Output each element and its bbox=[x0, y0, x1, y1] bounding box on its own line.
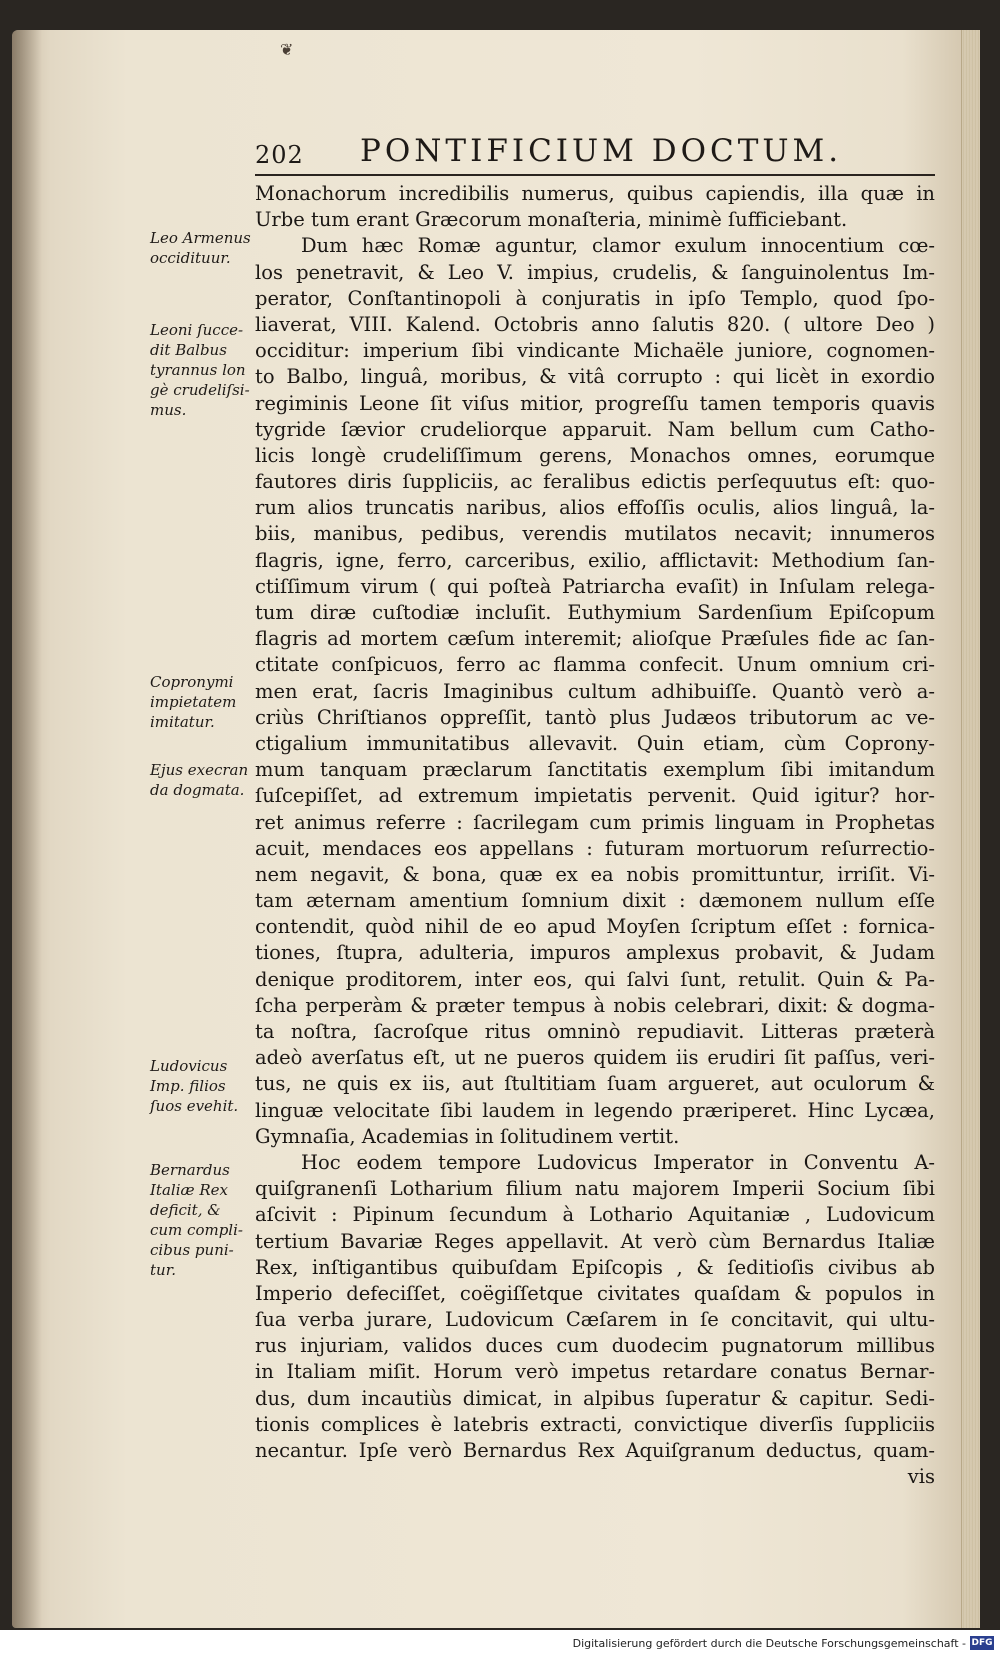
text-line: fautores diris ſuppliciis, ac feralibus edictis perſequutus eſt: quo- bbox=[255, 470, 935, 494]
text-line: Urbe tum erant Græcorum monaſteria, minimè ſufficiebant. bbox=[255, 208, 848, 232]
text-line: tertium Bavariæ Reges appellavit. At verò cùm Bernardus Italiæ bbox=[255, 1229, 935, 1253]
text-line: ſcha perperàm & præter tempus à nobis celebrari, dixit: & dogma- bbox=[255, 993, 935, 1017]
text-line: tus, ne quis ex iis, aut ſtultitiam ſuam argueret, aut oculorum & bbox=[255, 1072, 935, 1096]
footer-credit: Digitalisierung gefördert durch die Deutsche Forschungsgemeinschaft - bbox=[572, 1637, 966, 1650]
text-line: flagris ad mortem cæſum interemit; alioſque Præſules fide ac ſan- bbox=[255, 627, 935, 651]
text-line: Imperio defeciſſet, coëgiſſetque civitates quaſdam & populos in bbox=[255, 1281, 935, 1305]
text-line: tygride ſævior crudeliorque apparuit. Nam bellum cum Catho- bbox=[255, 417, 935, 441]
text-line: perator, Conſtantinopoli à conjuratis in ipſo Templo, quod ſpo- bbox=[255, 286, 935, 310]
text-line: Hoc eodem tempore Ludovicus Imperator in Conventu A- bbox=[301, 1150, 935, 1174]
text-line: aſcivit : Pipinum ſecundum à Lothario Aquitaniæ , Ludovicum bbox=[255, 1203, 935, 1227]
running-title: PONTIFICIUM DOCTUM. bbox=[360, 133, 843, 169]
text-line: Gymnaſia, Academias in ſolitudinem vertit. bbox=[255, 1124, 680, 1148]
margin-note: Copronymi impietatem imitatur. bbox=[150, 673, 237, 731]
text-line: ta noſtra, ſacroſque ritus omninò repudiavit. Litteras præterà bbox=[255, 1020, 935, 1043]
text-line: tam æternam amentium ſomnium dixit : dæmonem nullum eſſe bbox=[255, 889, 935, 913]
text-line: criùs Chriſtianos oppreſſit, tantò plus Judæos tributorum ac ve- bbox=[255, 705, 935, 729]
text-line: rus injuriam, validos duces cum duodecim pugnatorum millibus bbox=[255, 1334, 935, 1358]
margin-note: Ejus execran da dogmata. bbox=[150, 761, 249, 799]
text-line: acuit, mendaces eos appellans : futuram mortuorum reſurrectio- bbox=[255, 836, 935, 860]
text-line: adeò averſatus eſt, ut ne pueros quidem iis erudiri ſit paſſus, veri- bbox=[255, 1046, 935, 1070]
text-line: Rex, inſtigantibus quibuſdam Epiſcopis , & ſeditioſis civibus ab bbox=[255, 1255, 935, 1279]
dfg-logo-icon: DFG bbox=[971, 1638, 993, 1648]
body-text bbox=[255, 181, 935, 1490]
text-line: linguæ velocitate ſibi laudem in legendo præriperet. Hinc Lycæa, bbox=[255, 1098, 935, 1122]
page-header bbox=[255, 133, 935, 173]
text-line: ctitate conſpicuos, ferro ac flamma confecit. Unum omnium cri- bbox=[255, 653, 935, 677]
text-line: los penetravit, & Leo V. impius, crudelis, & ſanguinolentus Im- bbox=[255, 260, 935, 284]
text-line: licis longè crudeliſſimum gerens, Monachos omnes, eorumque bbox=[255, 443, 935, 467]
page-number: 202 bbox=[255, 141, 304, 169]
text-line: men erat, ſacris Imaginibus cultum adhibuiſſe. Quantò verò a- bbox=[255, 679, 935, 703]
margin-note: Ludovicus Imp. filios ſuos evehit. bbox=[150, 1057, 239, 1115]
text-line: ſua verba jurare, Ludovicum Cæſarem in ſe concitavit, qui ultu- bbox=[255, 1308, 935, 1332]
text-line: ctigalium immunitatibus allevavit. Quin etiam, cùm Coprony- bbox=[255, 731, 935, 755]
margin-note: Leoni ſucce- dit Balbus tyrannus lon gè crudeliſsi- mus. bbox=[150, 321, 250, 419]
text-line: denique proditorem, inter eos, qui ſalvi ſunt, retulit. Quin & Pa- bbox=[255, 967, 935, 991]
text-line: ſuſcepiſſet, ad extremum impietatis pervenit. Quid igitur? hor- bbox=[255, 784, 935, 808]
text-line: contendit, quòd nihil de eo apud Moyſen ſcriptum eſſet : fornica- bbox=[255, 915, 935, 939]
text-line: regiminis Leone ſit viſus mitior, progreſſu tamen temporis quavis bbox=[255, 391, 935, 415]
text-line: in Italiam miſit. Horum verò impetus retardare conatus Bernar- bbox=[255, 1360, 935, 1384]
footer-bar bbox=[0, 1630, 1000, 1660]
text-line: necantur. Ipſe verò Bernardus Rex Aquiſgranum deductus, quam- bbox=[255, 1439, 935, 1462]
text-line: biis, manibus, pedibus, verendis mutilatos necavit; innumeros bbox=[255, 522, 935, 546]
margin-notes bbox=[150, 180, 255, 1480]
text-line: ret animus referre : ſacrilegam cum primis linguam in Prophetas bbox=[255, 810, 935, 834]
header-rule bbox=[255, 174, 935, 176]
text-line: occiditur: imperium ſibi vindicante Michaële juniore, cognomen- bbox=[255, 339, 935, 363]
spine-shadow bbox=[12, 30, 42, 1628]
margin-note: Leo Armenus occidituur. bbox=[150, 229, 251, 267]
text-line: tionis complices è latebris extracti, convictique diverſis ſuppliciis bbox=[255, 1412, 935, 1436]
text-line: to Balbo, linguâ, moribus, & vitâ corrupto : qui licèt in exordio bbox=[255, 365, 935, 389]
text-line: Monachorum incredibilis numerus, quibus capiendis, illa quæ in bbox=[255, 182, 935, 205]
text-line: flagris, igne, ferro, carceribus, exilio, afflictavit: Methodium ſan- bbox=[255, 548, 935, 572]
text-line: ctiſſimum virum ( qui poſteà Patriarcha evaſit) in Inſulam relega- bbox=[255, 574, 935, 598]
catchword: vis bbox=[907, 1465, 935, 1489]
text-line: tum diræ cuſtodiæ incluſit. Euthymium Sardenſium Epiſcopum bbox=[255, 601, 935, 624]
text-line: quiſgranenſi Lotharium filium natu majorem Imperii Socium ſibi bbox=[255, 1177, 935, 1201]
text-line: tiones, ſtupra, adulteria, impuros amplexus probavit, & Judam bbox=[255, 941, 935, 965]
margin-note: Bernardus Italiæ Rex deficit, & cum compli- cibus puni- tur. bbox=[150, 1161, 243, 1279]
text-line: mum tanquam præclarum ſanctitatis exemplum ſibi imitandum bbox=[255, 758, 935, 782]
text-line: nem negavit, & bona, quæ ex ea nobis promittuntur, irriſit. Vi- bbox=[255, 862, 935, 886]
ornament-mark: ❦ bbox=[280, 40, 294, 59]
text-line: dus, dum incautiùs dimicat, in alpibus ſuperatur & capitur. Sedi- bbox=[255, 1386, 935, 1410]
text-line: Dum hæc Romæ aguntur, clamor exulum innocentium cœ- bbox=[301, 234, 935, 258]
text-line: rum alios truncatis naribus, alios effoſſis oculis, alios linguâ, la- bbox=[255, 496, 935, 520]
text-line: liaverat, VIII. Kalend. Octobris anno ſalutis 820. ( ultore Deo ) bbox=[255, 312, 935, 336]
page-edge bbox=[961, 30, 980, 1628]
